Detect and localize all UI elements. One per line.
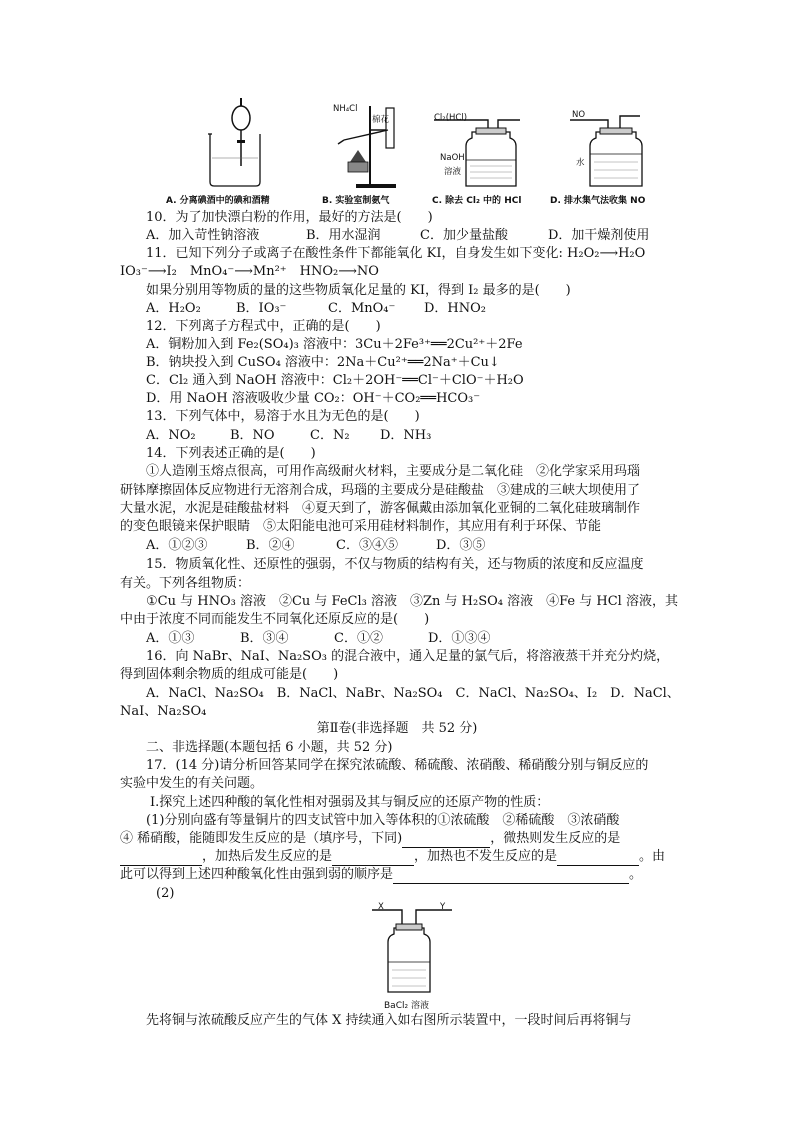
q17-p1d-text: 此可以得到上述四种酸氧化性由强到弱的顺序是 xyxy=(120,867,394,882)
figure-b-caption: B. 实验室制氨气 xyxy=(322,196,390,206)
answer-blank-5[interactable] xyxy=(393,870,629,884)
q11-option-b: B．IO₃⁻ xyxy=(236,301,287,316)
q14-option-a: A．①②③ xyxy=(146,538,208,553)
q17-p1-line-b xyxy=(120,830,620,848)
answer-blank-2[interactable] xyxy=(120,852,202,866)
q17-p1b-text: ④ 稀硝酸，能随即发生反应的是（填序号，下同) xyxy=(120,831,403,846)
answer-blank-1[interactable] xyxy=(402,834,490,848)
q17-last-line: 先将铜与浓硫酸反应产生的气体 X 持续通入如右图所示装置中，一段时间后再将铜与 xyxy=(146,1013,632,1028)
q15-option-d: D．①③④ xyxy=(428,631,491,646)
q17-line2: 实验中发生的有关问题。 xyxy=(120,776,264,791)
q11-stem: 11．已知下列分子或离子在酸性条件下都能氧化 KI，自身发生如下变化: H₂O₂⟶H₂O xyxy=(146,246,646,261)
figure-b-label-cotton: 棉花 xyxy=(372,115,390,125)
q15-line4: 中由于浓度不同而能发生不同氧化还原反应的是( ) xyxy=(120,612,430,627)
q12-option-c: C．Cl₂ 通入到 NaOH 溶液中：Cl₂＋2OH⁻══Cl⁻＋ClO⁻＋H₂O xyxy=(146,373,524,388)
q14-line4: 的变色眼镜来保护眼睛 ⑤太阳能电池可采用硅材料制作，其应用有利于环保、节能 xyxy=(120,519,602,534)
q10-stem: 10．为了加快漂白粉的作用，最好的方法是( ) xyxy=(146,210,433,225)
q17-p1-line-c xyxy=(120,848,665,866)
figure-c-label-solution: 溶液 xyxy=(444,167,462,177)
q14-option-d: D．③⑤ xyxy=(436,538,486,553)
q10-option-d: D．加干燥剂使用 xyxy=(548,228,650,243)
answer-blank-3[interactable] xyxy=(332,852,414,866)
q14-option-c: C．③④⑤ xyxy=(336,538,398,553)
q14-line2: 研钵摩擦固体反应物进行无溶剂合成，玛瑙的主要成分是硅酸盐 ③建成的三峡大坝使用了 xyxy=(120,483,641,498)
figure-bacl2-caption: BaCl₂ 溶液 xyxy=(384,1001,429,1011)
figure-d-label-water: 水 xyxy=(576,158,585,168)
figure-c-label-gas: Cl₂(HCl) xyxy=(434,113,468,123)
q15-stem: 15．物质氧化性、还原性的强弱，不仅与物质的结构有关，还与物质的浓度和反应温度 xyxy=(146,557,644,572)
q11-option-d: D．HNO₂ xyxy=(424,301,487,316)
q16-line2: 得到固体剩余物质的组成可能是( ) xyxy=(120,667,339,682)
section-2-title: 第Ⅱ卷(非选择题 共 52 分) xyxy=(316,721,478,736)
q13-option-a: A．NO₂ xyxy=(146,428,196,443)
q10-option-a: A．加入苛性钠溶液 xyxy=(146,228,260,243)
q15-line2: 有关。下列各组物质： xyxy=(120,576,251,591)
q13-stem: 13．下列气体中，易溶于水且为无色的是( ) xyxy=(146,409,420,424)
q13-option-b: B．NO xyxy=(230,428,275,443)
figure-d-caption: D. 排水集气法收集 NO xyxy=(550,196,646,206)
figure-c-caption: C. 除去 Cl₂ 中的 HCl xyxy=(432,196,522,206)
figure-c-washing-bottle xyxy=(432,112,522,192)
q15-option-a: A．①③ xyxy=(146,631,195,646)
q12-option-a: A．铜粉加入到 Fe₂(SO₄)₃ 溶液中：3Cu＋2Fe³⁺══2Cu²⁺＋2Fe xyxy=(146,337,523,352)
q15-line3: ①Cu 与 HNO₃ 溶液 ②Cu 与 FeCl₃ 溶液 ③Zn 与 H₂SO₄ 溶液 ④Fe 与 HCl 溶液，其 xyxy=(146,594,678,609)
figure-label-y: Y xyxy=(440,902,446,912)
q11-option-c: C．MnO₄⁻ xyxy=(328,301,396,316)
q12-option-d: D．用 NaOH 溶液吸收少量 CO₂：OH⁻＋CO₂══HCO₃⁻ xyxy=(146,391,481,406)
figure-d-label-no: NO xyxy=(572,110,586,120)
figure-d-water-collection xyxy=(570,112,660,192)
q17-p1-line-a: (1)分别向盛有等量铜片的四支试管中加入等体积的①浓硫酸 ②稀硫酸 ③浓硝酸 xyxy=(146,813,620,828)
figure-label-x: X xyxy=(378,902,384,912)
q16-options-line1: A．NaCl、Na₂SO₄ B．NaCl、NaBr、Na₂SO₄ C．NaCl、Na₂SO₄、I₂ D．NaCl、 xyxy=(146,686,680,701)
q16-options-line2: NaI、Na₂SO₄ xyxy=(120,704,207,719)
figure-c-label-naoh: NaOH xyxy=(440,153,465,163)
figure-bacl2-apparatus xyxy=(372,898,452,996)
q14-line3: 大量水泥，水泥是硅酸盐材料 ④夏天到了，游客佩戴由添加氧化亚铜的二氧化硅玻璃制作 xyxy=(120,501,641,516)
figure-a-caption: A. 分离碘酒中的碘和酒精 xyxy=(166,196,270,206)
q10-option-c: C．加少量盐酸 xyxy=(420,228,508,243)
q11-line3: 如果分别用等物质的量的这些物质氧化足量的 KI，得到 I₂ 最多的是( ) xyxy=(146,283,571,298)
section-2-heading: 二、非选择题(本题包括 6 小题，共 52 分) xyxy=(146,740,393,755)
q14-line1: ①人造刚玉熔点很高，可用作高级耐火材料，主要成分是二氧化硅 ②化学家采用玛瑙 xyxy=(146,464,641,479)
q15-option-c: C．①② xyxy=(334,631,383,646)
q17-p1c-mid: ，加热后发生反应的是 xyxy=(202,849,333,864)
q17-p1c-mid2: ，加热也不发生反应的是 xyxy=(414,849,558,864)
q15-option-b: B．③④ xyxy=(240,631,289,646)
q12-stem: 12．下列离子方程式中，正确的是( ) xyxy=(146,319,381,334)
q14-option-b: B．②④ xyxy=(246,538,295,553)
answer-blank-4[interactable] xyxy=(557,852,639,866)
q14-stem: 14．下列表述正确的是( ) xyxy=(146,446,316,461)
q17-p1b-tail: ，微热则发生反应的是 xyxy=(490,831,621,846)
q11-option-a: A．H₂O₂ xyxy=(146,301,201,316)
figure-a-separatory-funnel xyxy=(200,96,280,188)
q17-part2-label: (2) xyxy=(156,886,175,901)
q17-p1-line-d xyxy=(120,866,642,884)
q13-option-c: C．N₂ xyxy=(310,428,350,443)
q17-stem: 17．(14 分)请分析回答某同学在探究浓硫酸、稀硫酸、浓硝酸、稀硝酸分别与铜反应的 xyxy=(146,758,649,773)
q17-p1d-tail: 。 xyxy=(629,867,643,882)
q10-option-b: B．用水湿润 xyxy=(306,228,381,243)
q17-part1-heading: Ⅰ.探究上述四种酸的氧化性相对强弱及其与铜反应的还原产物的性质： xyxy=(150,795,550,810)
q17-p1c-tail: 。由 xyxy=(639,849,666,864)
figure-b-label-nh4cl: NH₄Cl xyxy=(333,104,358,114)
q16-stem: 16．向 NaBr、NaI、Na₂SO₃ 的混合液中，通入足量的氯气后，将溶液蒸干并充分灼烧， xyxy=(146,649,670,664)
q13-option-d: D．NH₃ xyxy=(380,428,432,443)
q12-option-b: B．钠块投入到 CuSO₄ 溶液中：2Na＋Cu²⁺══2Na⁺＋Cu↓ xyxy=(146,355,500,370)
q11-line2: IO₃⁻⟶I₂ MnO₄⁻⟶Mn²⁺ HNO₂⟶NO xyxy=(120,264,379,279)
